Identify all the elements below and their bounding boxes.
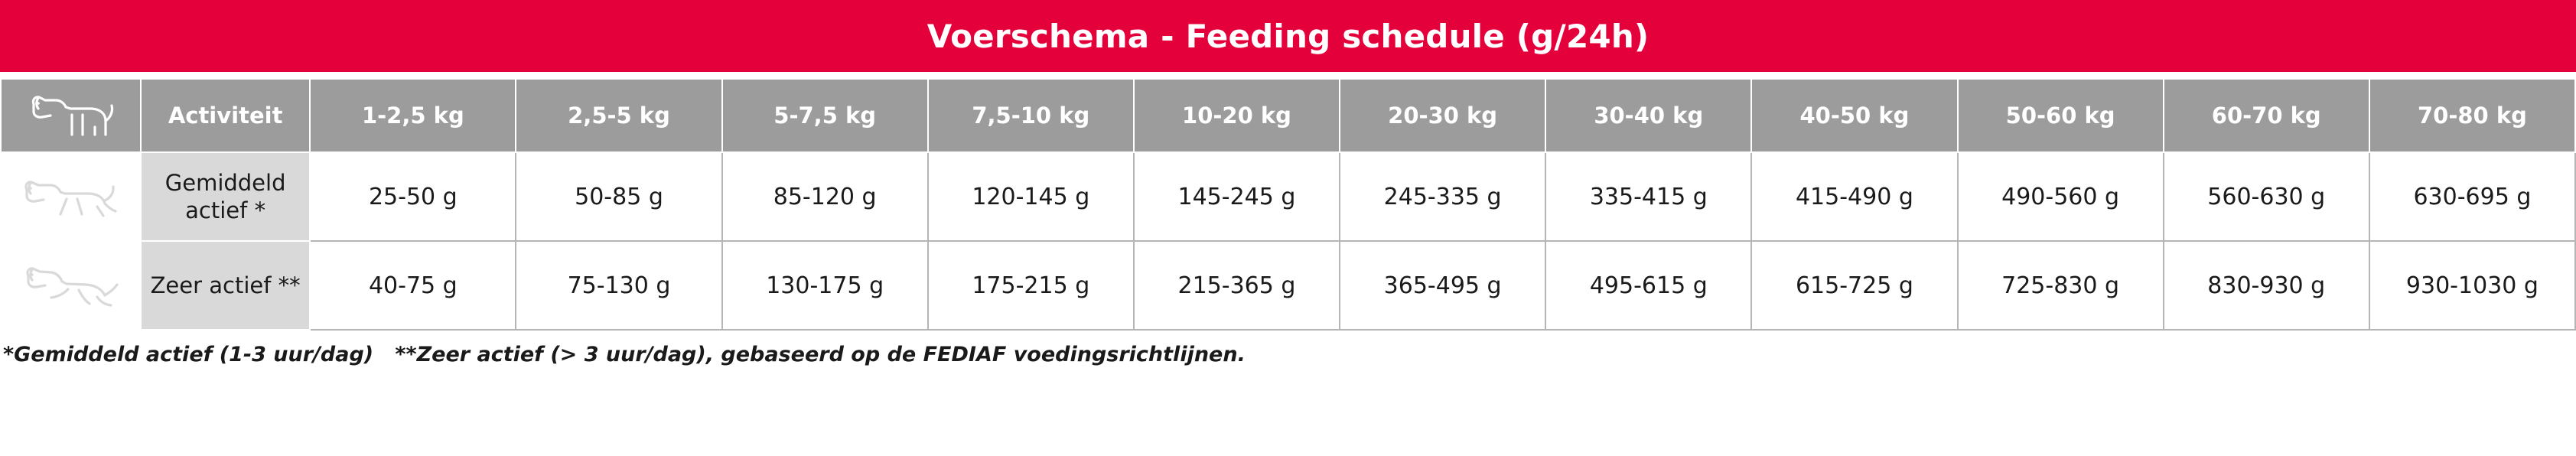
column-header-weight-7: 30-40 kg — [1545, 79, 1751, 152]
dog-standing-icon — [1, 79, 141, 152]
cell-very-active-4: 175-215 g — [928, 241, 1134, 330]
cell-very-active-2: 75-130 g — [516, 241, 721, 330]
cell-very-active-10: 830-930 g — [2164, 241, 2369, 330]
cell-average-11: 630-695 g — [2369, 152, 2575, 241]
column-header-weight-1: 1-2,5 kg — [310, 79, 516, 152]
cell-very-active-6: 365-495 g — [1340, 241, 1545, 330]
cell-average-1: 25-50 g — [310, 152, 516, 241]
column-header-activity: Activiteit — [141, 79, 310, 152]
title-bar — [0, 0, 2576, 72]
column-header-weight-5: 10-20 kg — [1134, 79, 1340, 152]
column-header-weight-10: 60-70 kg — [2164, 79, 2369, 152]
cell-average-4: 120-145 g — [928, 152, 1134, 241]
footnote: *Gemiddeld actief (1-3 uur/dag) **Zeer actief (> 3 uur/dag), gebaseerd op de FEDIAF voedingsrichtlijnen. — [3, 343, 1246, 366]
table-row — [1, 152, 2575, 241]
cell-very-active-3: 130-175 g — [722, 241, 928, 330]
dog-walking-icon — [1, 152, 141, 241]
cell-average-6: 245-335 g — [1340, 152, 1545, 241]
dog-running-icon — [1, 241, 141, 330]
cell-average-8: 415-490 g — [1751, 152, 1957, 241]
column-header-weight-9: 50-60 kg — [1958, 79, 2164, 152]
cell-very-active-1: 40-75 g — [310, 241, 516, 330]
column-header-weight-4: 7,5-10 kg — [928, 79, 1134, 152]
activity-label-average — [141, 152, 310, 241]
column-header-weight-11: 70-80 kg — [2369, 79, 2575, 152]
cell-average-9: 490-560 g — [1958, 152, 2164, 241]
cell-average-5: 145-245 g — [1134, 152, 1340, 241]
activity-label-very-active: Zeer actief ** — [141, 241, 310, 330]
column-header-weight-8: 40-50 kg — [1751, 79, 1957, 152]
cell-average-3: 85-120 g — [722, 152, 928, 241]
cell-very-active-5: 215-365 g — [1134, 241, 1340, 330]
cell-average-7: 335-415 g — [1545, 152, 1751, 241]
column-header-weight-3: 5-7,5 kg — [722, 79, 928, 152]
table-row — [1, 241, 2575, 330]
page-title: Voerschema - Feeding schedule (g/24h) — [927, 17, 1649, 55]
table-header-row — [1, 79, 2575, 152]
column-header-weight-6: 20-30 kg — [1340, 79, 1545, 152]
feeding-schedule-table — [0, 78, 2576, 331]
cell-average-2: 50-85 g — [516, 152, 721, 241]
activity-label-line1: Gemiddeld — [164, 169, 286, 196]
cell-very-active-7: 495-615 g — [1545, 241, 1751, 330]
cell-very-active-9: 725-830 g — [1958, 241, 2164, 330]
column-header-weight-2: 2,5-5 kg — [516, 79, 721, 152]
cell-average-10: 560-630 g — [2164, 152, 2369, 241]
cell-very-active-8: 615-725 g — [1751, 241, 1957, 330]
cell-very-active-11: 930-1030 g — [2369, 241, 2575, 330]
activity-label-line2: actief * — [185, 197, 266, 223]
